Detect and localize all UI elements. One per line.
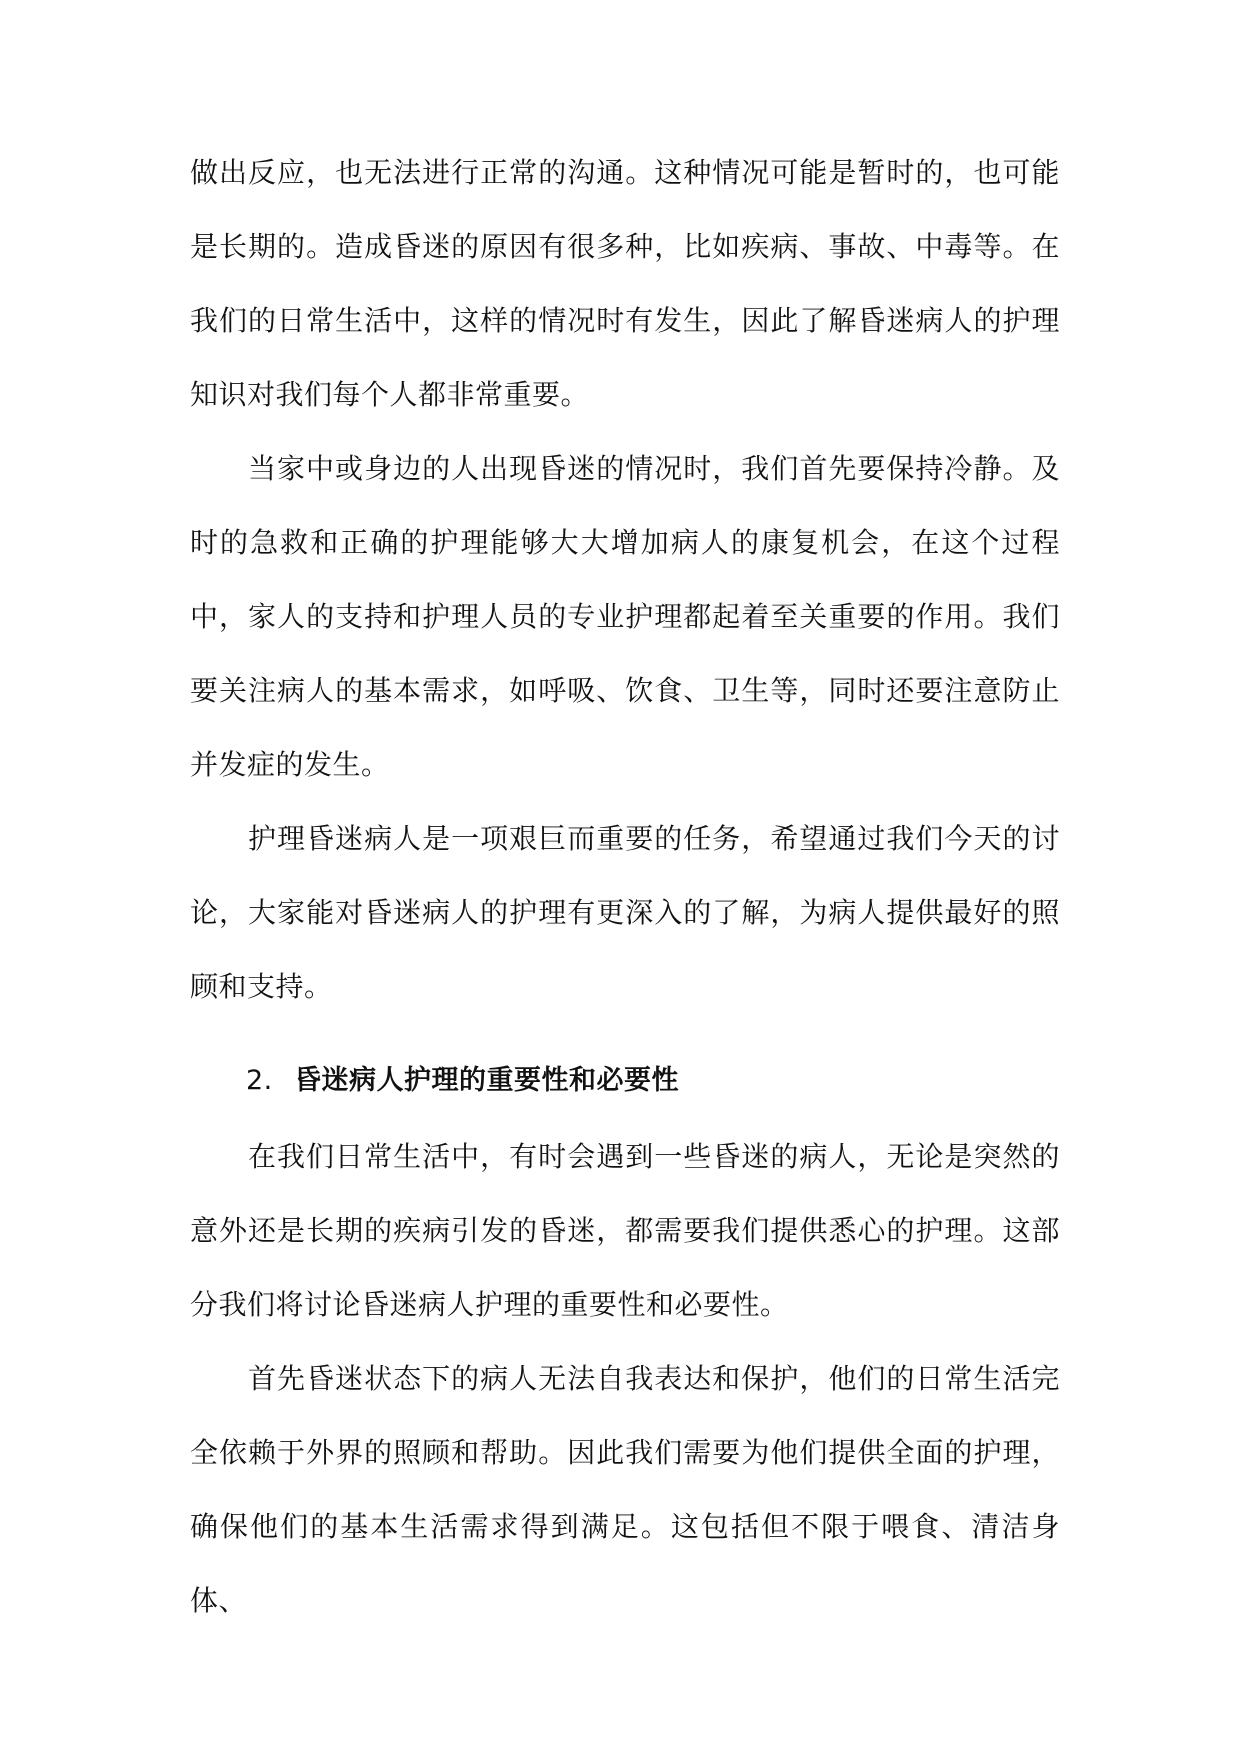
paragraph: 首先昏迷状态下的病人无法自我表达和保护，他们的日常生活完全依赖于外界的照顾和帮助。因此我们需要为他们提供全面的护理，确保他们的基本生活需求得到满足。这包括但不限于喂食、清洁身体、 [190,1362,1060,1617]
section-title: 昏迷病人护理的重要性和必要性 [294,1065,679,1096]
paragraph: 当家中或身边的人出现昏迷的情况时，我们首先要保持冷静。及时的急救和正确的护理能够大大增加病人的康复机会，在这个过程中，家人的支持和护理人员的专业护理都起着至关重要的作用。我们要关注病人的基本需求，如呼吸、饮食、卫生等，同时还要注意防止并发症的发生。 [190,452,1060,781]
paragraph: 在我们日常生活中，有时会遇到一些昏迷的病人，无论是突然的意外还是长期的疾病引发的昏迷，都需要我们提供悉心的护理。这部分我们将讨论昏迷病人护理的重要性和必要性。 [190,1140,1060,1321]
section-number: 2. [246,1065,273,1096]
section-heading [190,1042,1060,1120]
document-body [190,136,1060,1638]
paragraph: 护理昏迷病人是一项艰巨而重要的任务，希望通过我们今天的讨论，大家能对昏迷病人的护理有更深入的了解，为病人提供最好的照顾和支持。 [190,822,1060,1003]
paragraph: 做出反应，也无法进行正常的沟通。这种情况可能是暂时的，也可能是长期的。造成昏迷的原因有很多种，比如疾病、事故、中毒等。在我们的日常生活中，这样的情况时有发生，因此了解昏迷病人的护理知识对我们每个人都非常重要。 [190,156,1060,411]
